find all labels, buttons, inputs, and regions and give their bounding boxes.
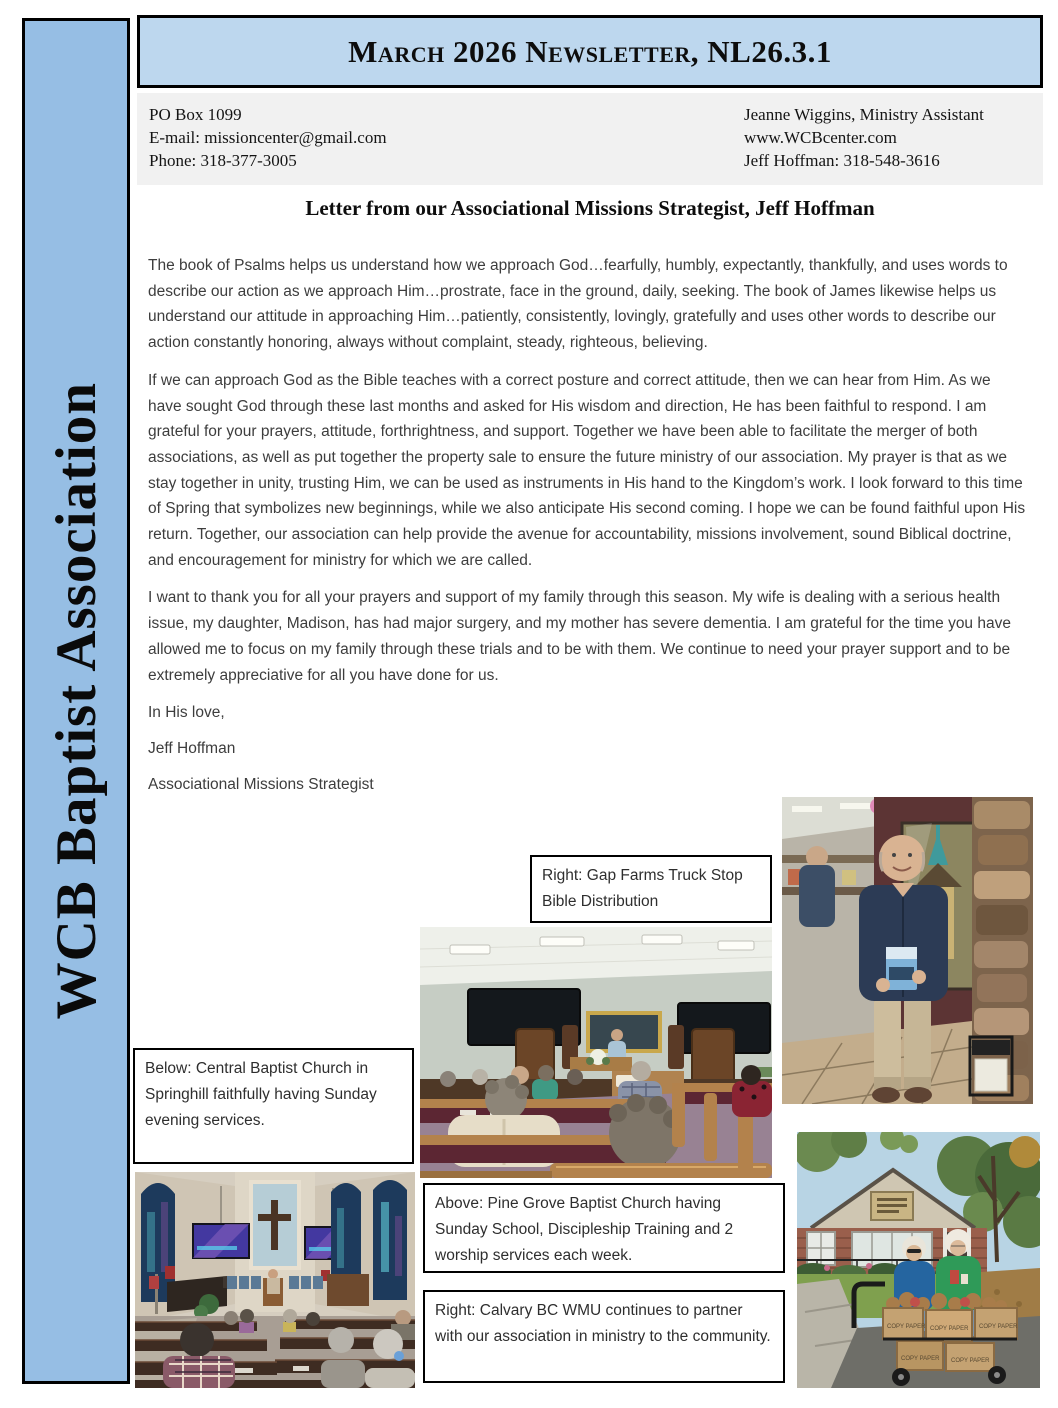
website-line: www.WCBcenter.com — [744, 128, 897, 147]
photo-gap-farms-bible-distribution — [782, 797, 1033, 1104]
association-name-vertical: WCB Baptist Association — [44, 382, 108, 1020]
caption-calvary-wmu — [423, 1290, 785, 1383]
caption-gap-farms-text: Right: Gap Farms Truck Stop Bible Distribution — [542, 867, 743, 910]
copy-paper-label: COPY PAPER — [901, 1356, 940, 1362]
caption-pine-grove-text: Above: Pine Grove Baptist Church having Sunday School, Discipleship Training and 2 worship services each week. — [435, 1195, 734, 1264]
sidebar — [22, 18, 130, 1384]
letter-body — [148, 253, 1028, 807]
copy-paper-label: COPY PAPER — [951, 1358, 990, 1364]
caption-gap-farms — [530, 855, 772, 923]
po-box-line: PO Box 1099 — [149, 105, 242, 124]
newsletter-title: March 2026 Newsletter, NL26.3.1 — [348, 33, 832, 69]
header-bar — [137, 15, 1043, 88]
caption-calvary-wmu-text: Right: Calvary BC WMU continues to partner with our association in ministry to the community. — [435, 1302, 771, 1345]
bible-stand — [970, 1037, 1012, 1095]
caption-pine-grove — [423, 1183, 785, 1273]
contact-right-column — [744, 103, 1029, 185]
caption-central-baptist — [133, 1048, 414, 1164]
contact-left-column — [149, 103, 387, 185]
letter-paragraph-3: I want to thank you for all your prayers and support of my family through this season. My wife is dealing with a serious health issue, my daughter, Madison, has had major surgery, and my mother has severe dementia. I am grateful for the time you have allowed me to focus on my family through these trials and to be with them. We continue to need your prayer support and to be extremely appreciative for all you have done for us. — [148, 589, 1011, 684]
caption-central-baptist-text: Below: Central Baptist Church in Springhill faithfully having Sunday evening services. — [145, 1060, 377, 1129]
photo-pine-grove-service — [420, 927, 772, 1178]
phone-line: Phone: 318-377-3005 — [149, 151, 297, 170]
letter-paragraph-2: If we can approach God as the Bible teaches with a correct posture and correct attitude, then we can hear from Him. As we have sought God through these last months and asked for His wisdom and direction, He has been faithful to respond. I am grateful for your prayers, attitude, forthrightness, and support. Together we have been able to facilitate the merger of both associations, as well as put together the property sale to ensure the future ministry of our association. My prayer is that as we stay together in unity, trusting Him, we can be used as instruments in His hand to the Kingdom’s work. I look forward to this time of Spring that symbolizes new beginnings, while we also anticipate His second coming. I hope we can be found faithful upon His return. Together, our association can help provide the avenue for accountability, missions involvement, sound Biblical doctrine, and encouragement for ministry for which we are called. — [148, 371, 1026, 569]
copy-paper-label: COPY PAPER — [887, 1324, 926, 1330]
contact-block — [137, 93, 1043, 185]
ministry-assistant-line: Jeanne Wiggins, Ministry Assistant — [744, 105, 984, 124]
jeff-hoffman-phone-line: Jeff Hoffman: 318-548-3616 — [744, 151, 940, 170]
closing-title: Associational Missions Strategist — [148, 775, 374, 793]
closing-salutation: In His love, — [148, 704, 225, 722]
copy-paper-label: COPY PAPER — [979, 1324, 1018, 1330]
letter-heading: Letter from our Associational Missions Strategist, Jeff Hoffman — [305, 196, 875, 220]
copy-paper-label: COPY PAPER — [930, 1326, 969, 1332]
letter-paragraph-1: The book of Psalms helps us understand how we approach God…fearfully, humbly, expectantly, thankfully, and uses words to describe our action as we approach Him…prostrate, face in the ground, daily, seeking. The book of James likewise helps us understand our attitude in approaching Him…patiently, consistently, lovingly, gratefully and uses other words to describe our action constantly honoring, always without complaint, steady, righteous, believing. — [148, 257, 1008, 352]
photo-calvary-wmu — [797, 1132, 1040, 1388]
stone-wall — [972, 797, 1033, 1104]
cross-alcove — [251, 1182, 299, 1268]
photo-central-baptist-service — [135, 1172, 415, 1388]
closing-signature: Jeff Hoffman — [148, 739, 236, 757]
email-line: E-mail: missioncenter@gmail.com — [149, 128, 387, 147]
exit-sign-left — [165, 1266, 175, 1279]
